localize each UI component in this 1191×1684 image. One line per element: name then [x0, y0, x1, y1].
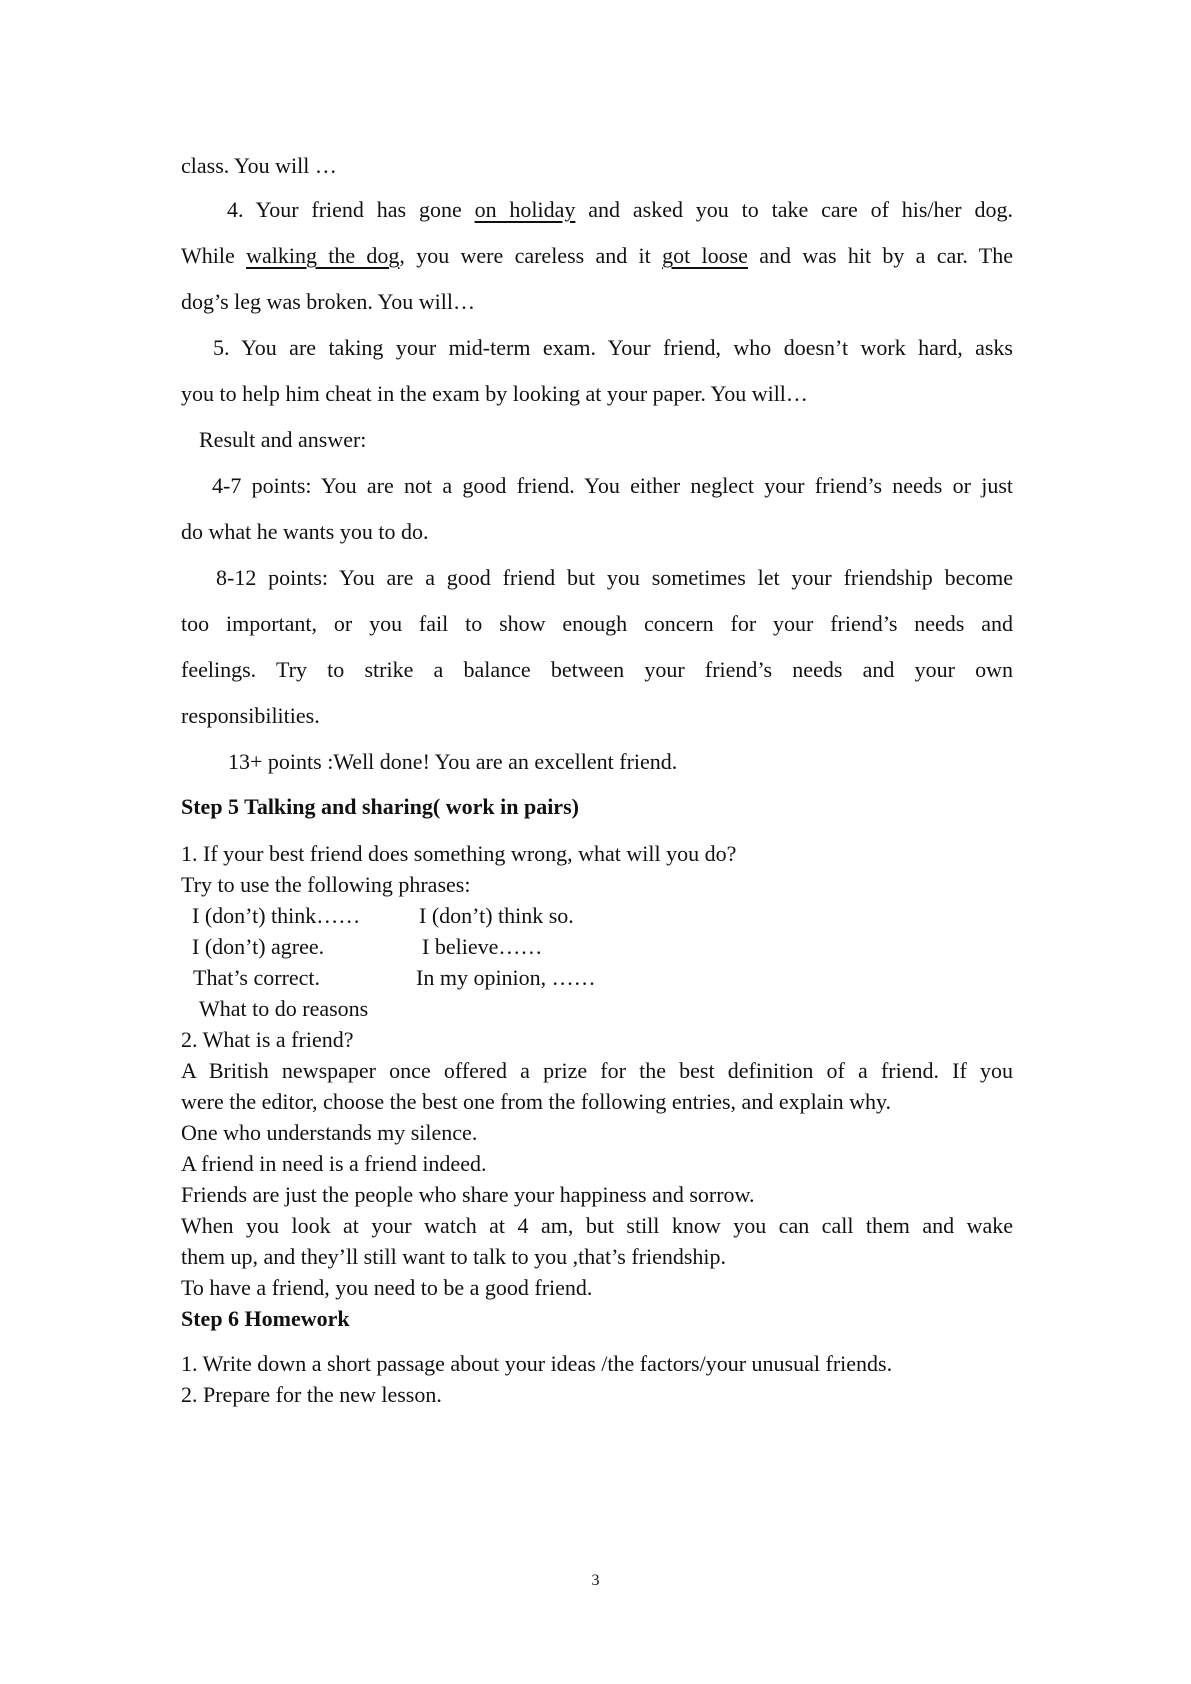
step-5-text: were the editor, choose the best one from the following entries, and explain why.	[181, 1089, 892, 1114]
entry: When you look at your watch at 4 am, but still know you can call them and wake	[181, 1213, 1013, 1238]
question-4-line-3: dog’s leg was broken. You will…	[181, 289, 475, 314]
underlined-phrase: walking the dog	[246, 243, 400, 268]
step-5-instruction: Try to use the following phrases:	[181, 872, 471, 897]
text-line: class. You will …	[181, 153, 337, 178]
result-line: 8-12 points: You are a good friend but you sometimes let your friendship become	[216, 565, 1013, 590]
entry: Friends are just the people who share your happiness and sorrow.	[181, 1182, 755, 1207]
result-line: feelings. Try to strike a balance between your friend’s needs and your own	[181, 657, 1013, 682]
text-run: and asked you to take care of his/her dog.	[575, 197, 1013, 222]
entry: them up, and they’ll still want to talk to you ,that’s friendship.	[181, 1244, 727, 1269]
phrase: That’s correct.	[193, 965, 321, 990]
step-5-text: A British newspaper once offered a prize for the best definition of a friend. If you	[181, 1058, 1013, 1083]
phrase: In my opinion, ……	[416, 965, 596, 990]
phrase: I (don’t) think……	[192, 903, 361, 928]
homework-item: 2. Prepare for the new lesson.	[181, 1382, 442, 1407]
step-5-heading: Step 5 Talking and sharing( work in pairs)	[181, 794, 579, 819]
underlined-phrase: on holiday	[474, 197, 576, 222]
text-run: , you were careless and it	[399, 243, 663, 268]
question-4-line-2	[181, 242, 1013, 270]
result-line: 13+ points :Well done! You are an excellent friend.	[228, 749, 678, 774]
phrase: I (don’t) agree.	[192, 934, 325, 959]
entry: To have a friend, you need to be a good friend.	[181, 1275, 593, 1300]
phrase: I believe……	[422, 934, 543, 959]
question-5-line-2: you to help him cheat in the exam by looking at your paper. You will…	[181, 381, 808, 406]
result-line: 4-7 points: You are not a good friend. You either neglect your friend’s needs or just	[212, 473, 1013, 498]
text-run: and was hit by a car. The	[747, 243, 1013, 268]
step-5-question-2: 2. What is a friend?	[181, 1027, 354, 1052]
entry: One who understands my silence.	[181, 1120, 478, 1145]
result-line: too important, or you fail to show enough concern for your friend’s needs and	[181, 611, 1013, 636]
result-heading: Result and answer:	[199, 427, 367, 452]
phrase: I (don’t) think so.	[419, 903, 574, 928]
page-number: 3	[591, 1572, 600, 1589]
entry: A friend in need is a friend indeed.	[181, 1151, 487, 1176]
text-run: While	[181, 243, 247, 268]
text-run: 4. Your friend has gone	[227, 197, 475, 222]
result-line: do what he wants you to do.	[181, 519, 429, 544]
step-6-heading: Step 6 Homework	[181, 1306, 350, 1331]
phrase: What to do reasons	[199, 996, 369, 1021]
question-4-line-1	[227, 196, 1013, 224]
step-5-question-1: 1. If your best friend does something wrong, what will you do?	[181, 841, 737, 866]
question-5-line-1: 5. You are taking your mid-term exam. Your friend, who doesn’t work hard, asks	[213, 335, 1013, 360]
homework-item: 1. Write down a short passage about your ideas /the factors/your unusual friends.	[181, 1351, 893, 1376]
underlined-phrase: got loose	[662, 243, 748, 268]
result-line: responsibilities.	[181, 703, 320, 728]
